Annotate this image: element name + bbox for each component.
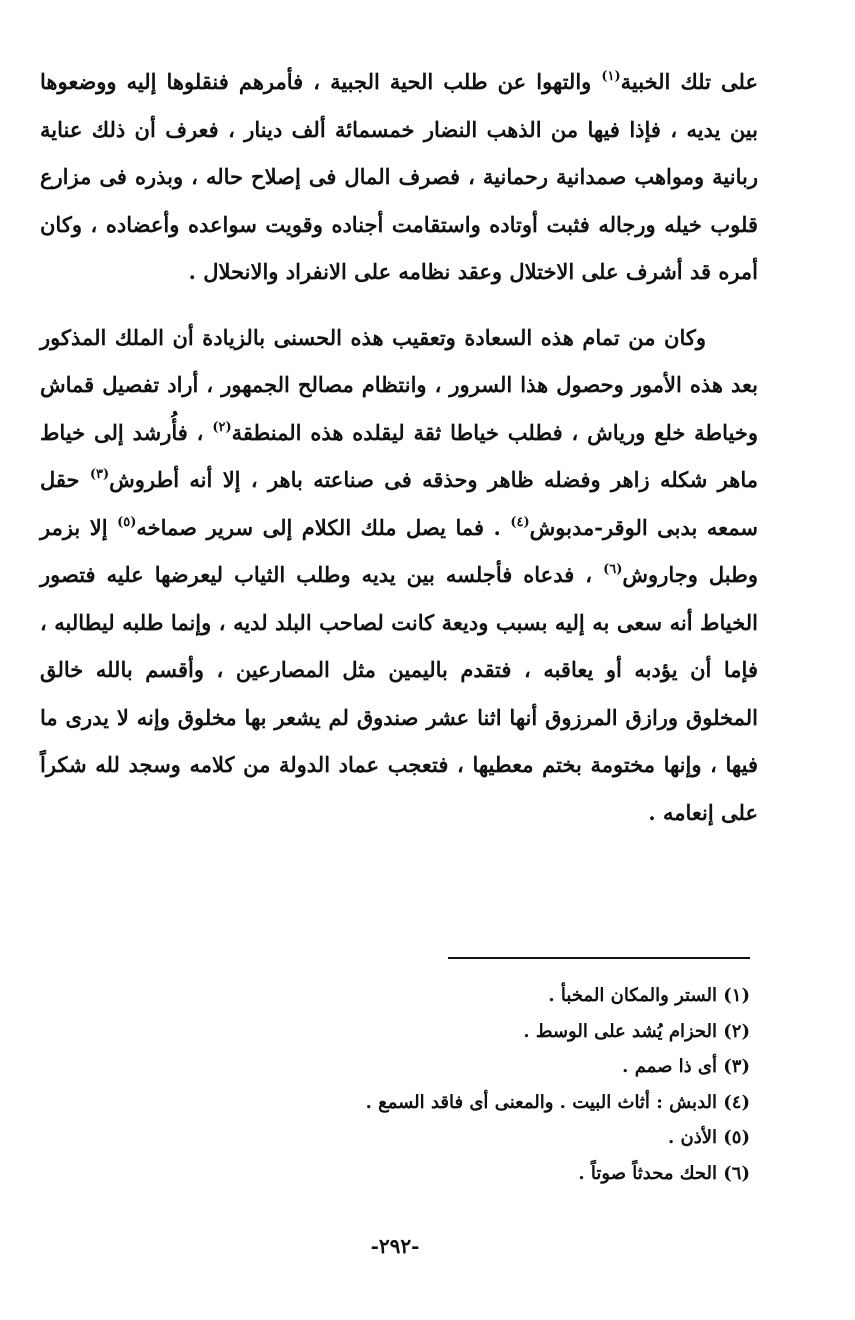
footnote-marker: (١) — [601, 68, 621, 84]
footnote-2: (٢) الحزام يُشد على الوسط . — [523, 1020, 750, 1042]
footnote-4: (٤) الدبش : أثاث البيت . والمعنى أى فاقد السمع . — [365, 1091, 750, 1113]
body-text-run: ، فأُرشد إلى خياط ماهر شكله زاهر وفضله ظاهر وحذقه فى صناعته باهر ، إلا أنه أطروش — [40, 419, 758, 492]
footnote-1: (١) الستر والمكان المخبأ . — [548, 985, 750, 1006]
footnote-marker: (٥) — [117, 514, 137, 530]
footnote-marker: (٤) — [510, 514, 530, 530]
footnote-6: (٦) الحك محدثاً صوتاً . — [578, 1162, 750, 1184]
footnote-marker: (٦) — [603, 561, 623, 577]
paragraph-2 — [40, 314, 758, 837]
footnote-divider — [448, 957, 750, 959]
body-text-run: حقل سمعه بدبى الوقر-مدبوش — [40, 467, 758, 540]
body-text-run: وكان من تمام هذه السعادة وتعقيب هذه الحسنى بالزيادة أن الملك المذكور بعد هذه الأمور وحصول هذا السرور ، وانتظام مصالح الجمهور ، أراد تفصيل قماش وخياطة خلع ورياش ، فطلب خياطا ثقة ليقلده هذه المنطقة — [40, 324, 759, 445]
paragraph-1 — [40, 58, 758, 296]
page-body — [40, 58, 758, 836]
footnote-marker: (٢) — [212, 419, 232, 435]
footnote-marker: (٣) — [89, 466, 110, 482]
footnote-3: (٣) أى ذا صمم . — [622, 1056, 750, 1077]
footnotes-list — [190, 978, 750, 1191]
body-text-run: إلا بزمر وطبل وجاروش — [40, 514, 758, 587]
body-text-run: . فما يصل ملك الكلام إلى سرير صماخه — [136, 514, 511, 540]
body-text-run: على تلك الخبية — [620, 69, 758, 94]
footnote-5: (٥) الأذن . — [667, 1127, 750, 1148]
body-text-run: والتهوا عن طلب الحية الجبية ، فأمرهم فنقلوها إليه ووضعوها بين يديه ، فإذا فيها من الذهب النضار خمسمائة ألف دينار ، فعرف أن ذلك عناية ربانية ومواهب صمدانية رحمانية ، فصرف المال فى إصلاح حاله ، وبذره فى مزارع قلوب خيله ورجاله فثبت أوتاده واستقامت أجناده وقويت سواعده وأعضاده ، وكان أمره قد أشرف على الاختلال وعقد نظامه على الانفراد والانحلال . — [40, 69, 758, 284]
page-number: -٢٩٢- — [370, 1234, 420, 1258]
body-text-run: ، فدعاه فأجلسه بين يديه وطلب الثياب ليعرضها عليه فتصور الخياط أنه سعى به إليه بسبب وديعة كانت لصاحب البلد لديه ، وإنما طلبه ليطالبه ، فإما أن يؤدبه أو يعاقبه ، فتقدم باليمين مثل المصارعين ، وأقسم بالله خالق المخلوق ورازق المرزوق أنها اثنا عشر صندوق لم يشعر بها مخلوق وإنه لا يدرى ما فيها ، وإنها مختومة بختم معطيها ، فتعجب عماد الدولة من كلامه وسجد لله شكراً على إنعامه . — [40, 562, 758, 825]
